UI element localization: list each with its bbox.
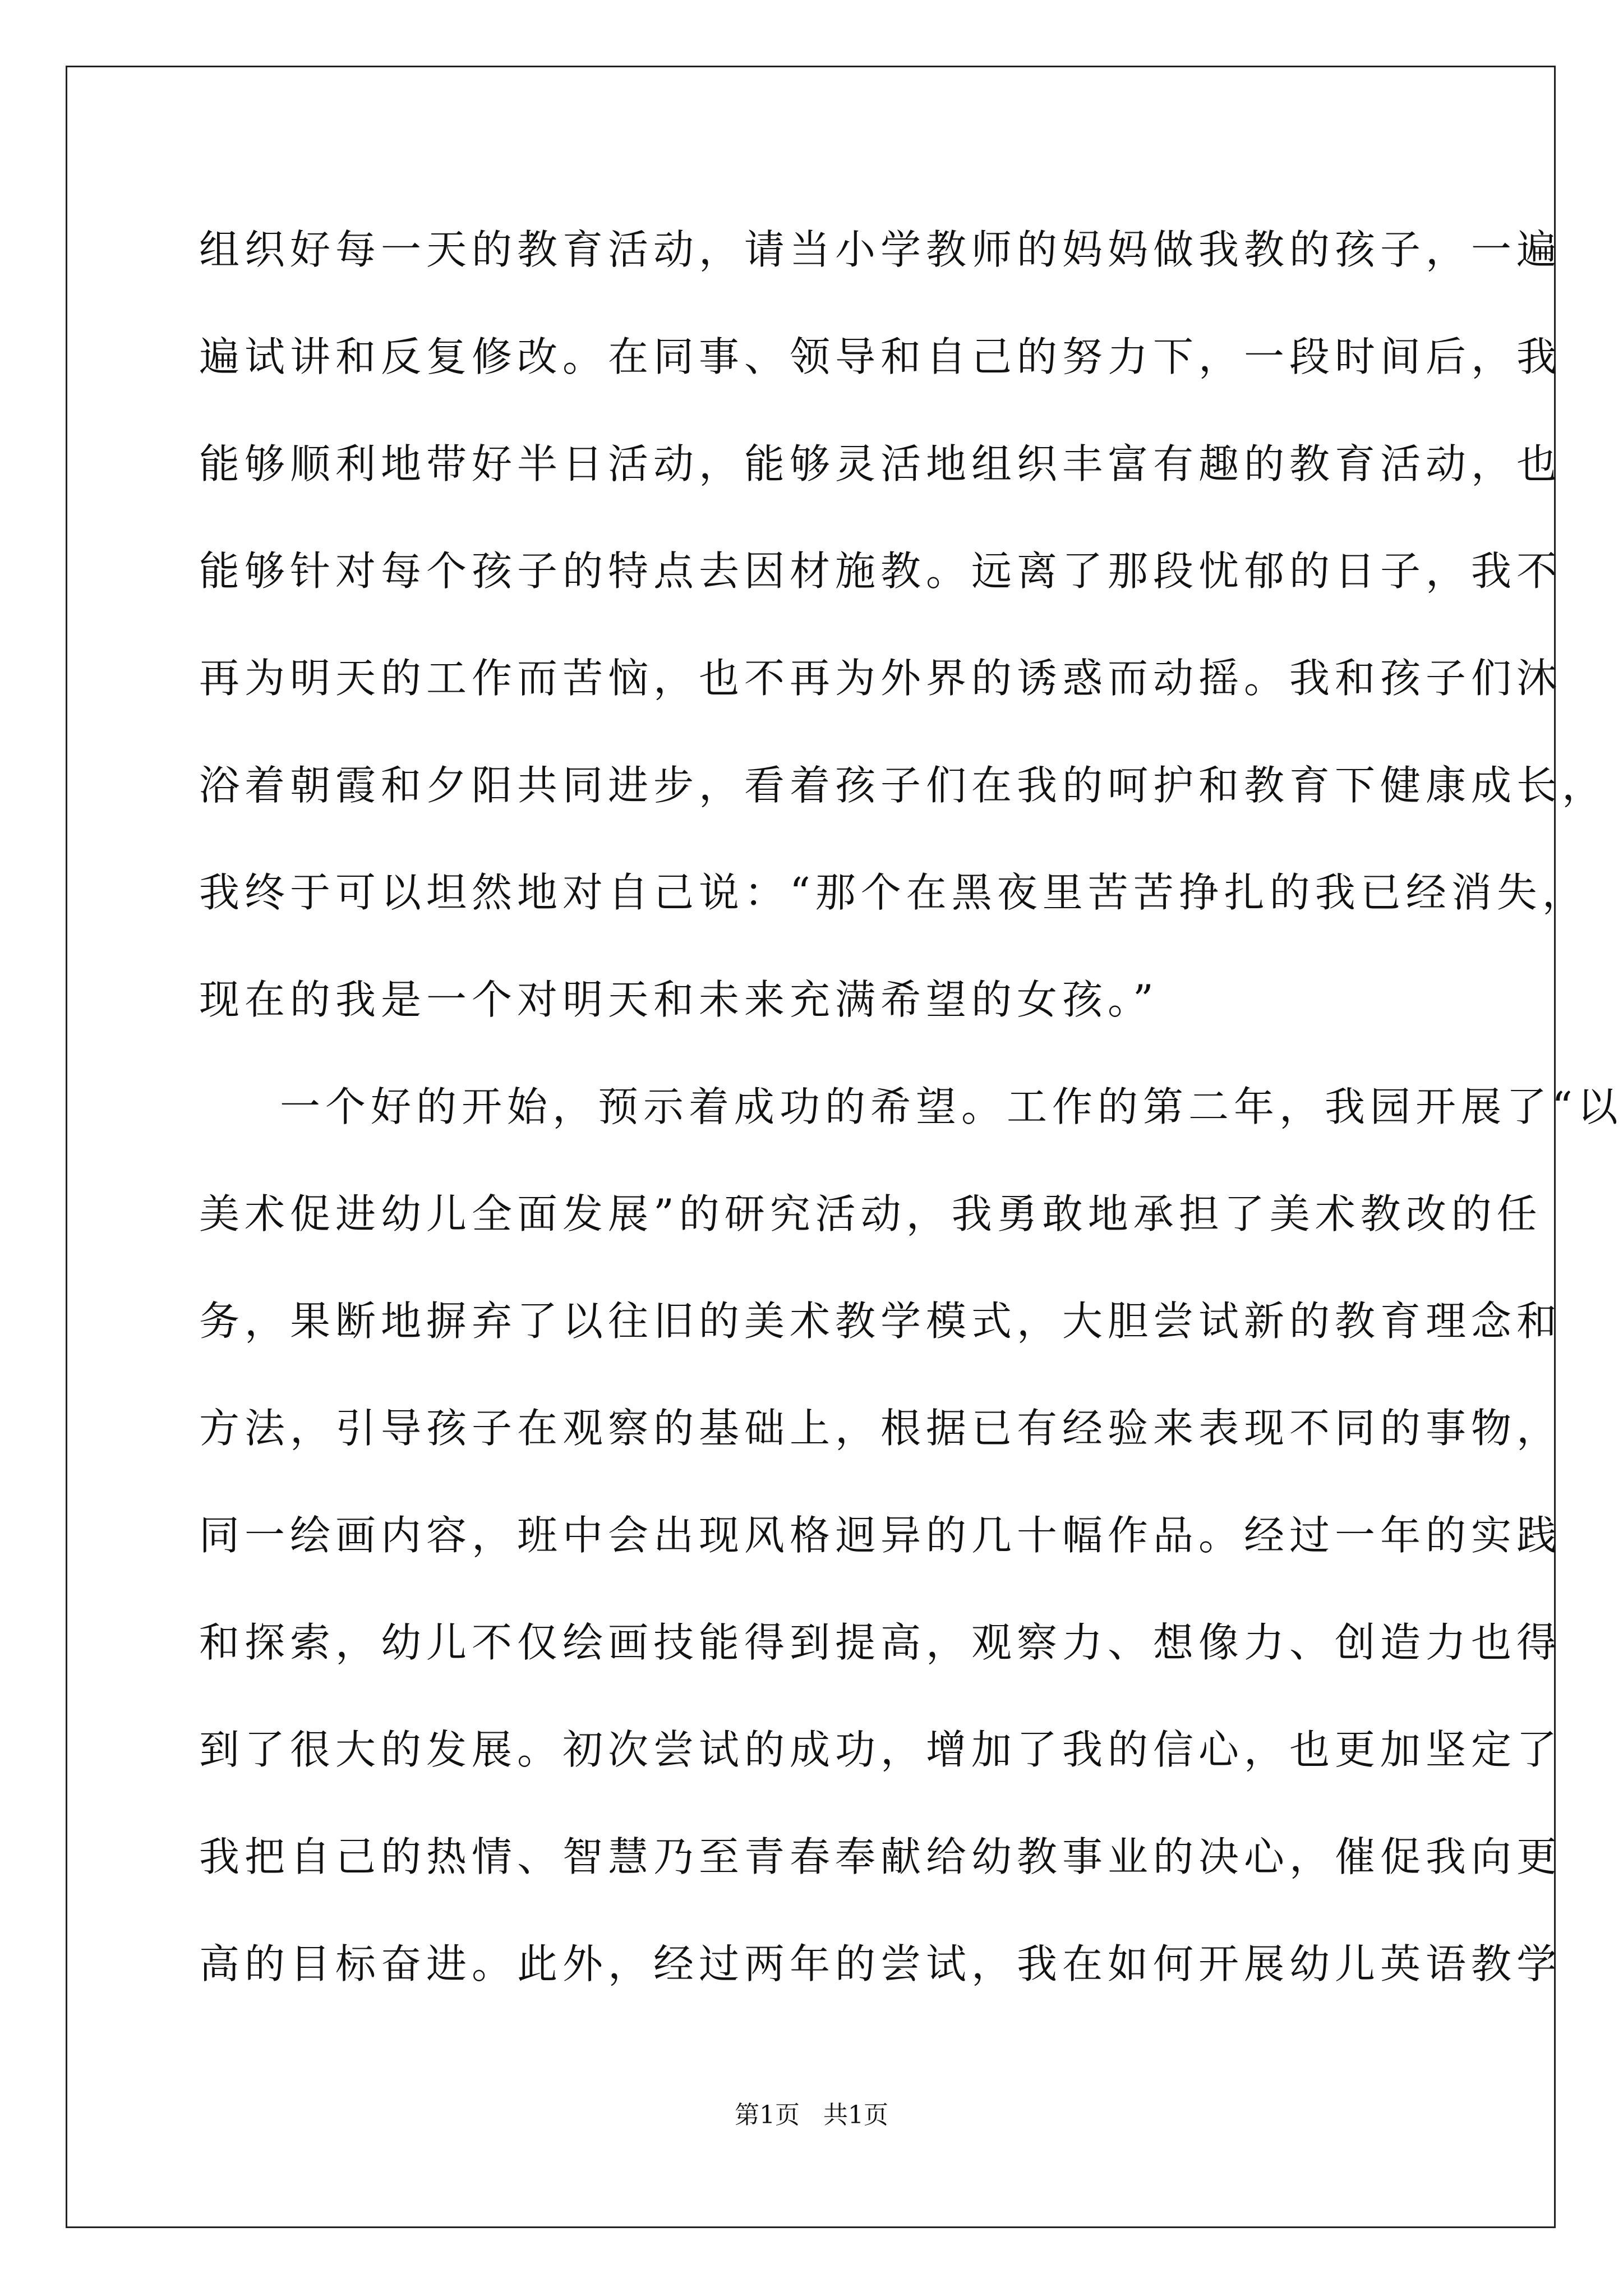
text-line: 方法，引导孩子在观察的基础上，根据已有经验来表现不同的事物， bbox=[199, 1405, 1562, 1452]
text-line: 组织好每一天的教育活动，请当小学教师的妈妈做我教的孩子，一遍 bbox=[199, 226, 1562, 273]
text-line: 再为明天的工作而苦恼，也不再为外界的诱惑而动摇。我和孩子们沐 bbox=[199, 655, 1562, 702]
text-line: 能够针对每个孩子的特点去因材施教。远离了那段忧郁的日子，我不 bbox=[199, 547, 1562, 595]
text-line: 到了很大的发展。初次尝试的成功，增加了我的信心，也更加坚定了 bbox=[199, 1726, 1562, 1773]
text-line: 现在的我是一个对明天和未来充满希望的女孩。” bbox=[199, 976, 1159, 1023]
text-line: 我把自己的热情、智慧乃至青春奉献给幼教事业的决心，催促我向更 bbox=[199, 1833, 1562, 1880]
text-line: 我终于可以坦然地对自己说：“那个在黑夜里苦苦挣扎的我已经消失， bbox=[199, 869, 1588, 916]
text-line: 遍试讲和反复修改。在同事、领导和自己的努力下，一段时间后，我 bbox=[199, 333, 1562, 380]
text-line: 浴着朝霞和夕阳共同进步，看着孩子们在我的呵护和教育下健康成长， bbox=[199, 762, 1608, 809]
text-line: 高的目标奋进。此外，经过两年的尝试，我在如何开展幼儿英语教学 bbox=[199, 1940, 1562, 1987]
text-line: 美术促进幼儿全面发展”的研究活动，我勇敢地承担了美术教改的任 bbox=[199, 1190, 1542, 1237]
text-line: 和探索，幼儿不仅绘画技能得到提高，观察力、想像力、创造力也得 bbox=[199, 1619, 1562, 1666]
page-border bbox=[66, 66, 1556, 2228]
text-line: 务，果断地摒弃了以往旧的美术教学模式，大胆尝试新的教育理念和 bbox=[199, 1297, 1562, 1345]
text-line: 能够顺利地带好半日活动，能够灵活地组织丰富有趣的教育活动，也 bbox=[199, 440, 1562, 487]
text-line-indented: 一个好的开始，预示着成功的希望。工作的第二年，我园开展了“以 bbox=[280, 1083, 1623, 1130]
text-line: 同一绘画内容，班中会出现风格迥异的几十幅作品。经过一年的实践 bbox=[199, 1512, 1562, 1559]
page-footer: 第1页 共1页 bbox=[735, 2101, 888, 2129]
